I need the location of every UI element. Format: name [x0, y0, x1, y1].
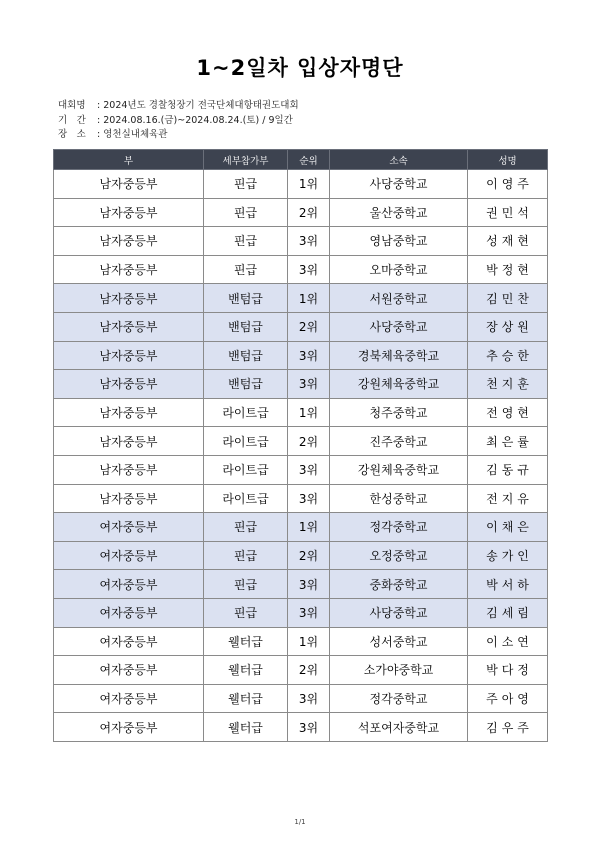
- table-row: [54, 684, 548, 713]
- cell-name: 박다정: [468, 656, 548, 685]
- cell-rank: 2위: [288, 656, 330, 685]
- table-row: [54, 227, 548, 256]
- cell-team: 청주중학교: [330, 398, 468, 427]
- table-row: [54, 198, 548, 227]
- cell-name: 전영현: [468, 398, 548, 427]
- cell-weight-class: 라이트급: [204, 455, 288, 484]
- table-row: [54, 312, 548, 341]
- cell-rank: 2위: [288, 541, 330, 570]
- cell-rank: 1위: [288, 284, 330, 313]
- cell-team: 중화중학교: [330, 570, 468, 599]
- header-name: 성명: [468, 150, 548, 170]
- cell-name: 권민석: [468, 198, 548, 227]
- cell-team: 사당중학교: [330, 170, 468, 199]
- cell-rank: 3위: [288, 684, 330, 713]
- cell-weight-class: 라이트급: [204, 484, 288, 513]
- cell-division: 여자중등부: [54, 656, 204, 685]
- cell-division: 남자중등부: [54, 398, 204, 427]
- cell-team: 서원중학교: [330, 284, 468, 313]
- cell-weight-class: 핀급: [204, 255, 288, 284]
- cell-rank: 2위: [288, 312, 330, 341]
- cell-team: 강원체육중학교: [330, 455, 468, 484]
- cell-rank: 3위: [288, 455, 330, 484]
- table-row: [54, 513, 548, 542]
- cell-weight-class: 핀급: [204, 227, 288, 256]
- cell-team: 정각중학교: [330, 513, 468, 542]
- cell-division: 여자중등부: [54, 713, 204, 742]
- cell-rank: 3위: [288, 370, 330, 399]
- header-team: 소속: [330, 150, 468, 170]
- table-row: [54, 341, 548, 370]
- event-info-name: 대회명 : 2024년도 경찰청장기 전국단체대항태권도대회: [58, 100, 299, 111]
- cell-division: 남자중등부: [54, 227, 204, 256]
- header-division: 부: [54, 150, 204, 170]
- table-row: [54, 598, 548, 627]
- cell-name: 이영주: [468, 170, 548, 199]
- cell-rank: 3위: [288, 484, 330, 513]
- cell-name: 주아영: [468, 684, 548, 713]
- cell-team: 한성중학교: [330, 484, 468, 513]
- cell-weight-class: 핀급: [204, 198, 288, 227]
- cell-team: 오마중학교: [330, 255, 468, 284]
- cell-division: 여자중등부: [54, 570, 204, 599]
- cell-team: 경북체육중학교: [330, 341, 468, 370]
- cell-name: 최은률: [468, 427, 548, 456]
- cell-rank: 2위: [288, 198, 330, 227]
- event-info: [58, 99, 299, 143]
- header-weight-class: 세부참가부: [204, 150, 288, 170]
- cell-weight-class: 밴텀급: [204, 341, 288, 370]
- cell-name: 송가인: [468, 541, 548, 570]
- table-row: [54, 427, 548, 456]
- cell-weight-class: 웰터급: [204, 627, 288, 656]
- cell-weight-class: 밴텀급: [204, 370, 288, 399]
- table-row: [54, 541, 548, 570]
- cell-name: 김우주: [468, 713, 548, 742]
- cell-rank: 3위: [288, 713, 330, 742]
- winners-table: [53, 149, 548, 742]
- table-row: [54, 656, 548, 685]
- cell-team: 오정중학교: [330, 541, 468, 570]
- cell-division: 남자중등부: [54, 370, 204, 399]
- cell-division: 남자중등부: [54, 484, 204, 513]
- cell-weight-class: 핀급: [204, 570, 288, 599]
- cell-division: 남자중등부: [54, 455, 204, 484]
- table-row: [54, 627, 548, 656]
- cell-weight-class: 밴텀급: [204, 284, 288, 313]
- table-row: [54, 713, 548, 742]
- table-body: [54, 170, 548, 742]
- cell-team: 울산중학교: [330, 198, 468, 227]
- table-row: [54, 398, 548, 427]
- cell-name: 전지유: [468, 484, 548, 513]
- cell-rank: 1위: [288, 513, 330, 542]
- table-row: [54, 255, 548, 284]
- cell-division: 여자중등부: [54, 684, 204, 713]
- cell-division: 여자중등부: [54, 598, 204, 627]
- cell-division: 여자중등부: [54, 513, 204, 542]
- cell-team: 소가야중학교: [330, 656, 468, 685]
- page-number: 1/1: [294, 818, 306, 826]
- cell-weight-class: 웰터급: [204, 656, 288, 685]
- cell-division: 남자중등부: [54, 284, 204, 313]
- cell-division: 남자중등부: [54, 341, 204, 370]
- cell-division: 남자중등부: [54, 198, 204, 227]
- cell-division: 남자중등부: [54, 427, 204, 456]
- event-info-venue: 장 소 : 영천실내체육관: [58, 129, 168, 140]
- event-info-period: 기 간 : 2024.08.16.(금)~2024.08.24.(토) / 9일간: [58, 114, 293, 126]
- cell-rank: 3위: [288, 341, 330, 370]
- table-row: [54, 170, 548, 199]
- cell-division: 여자중등부: [54, 541, 204, 570]
- table-row: [54, 484, 548, 513]
- cell-name: 성재현: [468, 227, 548, 256]
- cell-name: 김민찬: [468, 284, 548, 313]
- cell-division: 여자중등부: [54, 627, 204, 656]
- cell-rank: 1위: [288, 398, 330, 427]
- cell-team: 사당중학교: [330, 312, 468, 341]
- cell-name: 김세림: [468, 598, 548, 627]
- cell-rank: 3위: [288, 570, 330, 599]
- cell-name: 장상원: [468, 312, 548, 341]
- cell-name: 박서하: [468, 570, 548, 599]
- cell-division: 남자중등부: [54, 312, 204, 341]
- cell-team: 석포여자중학교: [330, 713, 468, 742]
- cell-weight-class: 핀급: [204, 170, 288, 199]
- cell-rank: 2위: [288, 427, 330, 456]
- page-title: 1~2일차 입상자명단: [196, 56, 404, 80]
- cell-weight-class: 라이트급: [204, 427, 288, 456]
- table-row: [54, 455, 548, 484]
- cell-name: 박정현: [468, 255, 548, 284]
- header-rank: 순위: [288, 150, 330, 170]
- cell-weight-class: 웰터급: [204, 713, 288, 742]
- cell-team: 강원체육중학교: [330, 370, 468, 399]
- table-header-row: [54, 150, 548, 170]
- cell-team: 진주중학교: [330, 427, 468, 456]
- cell-weight-class: 밴텀급: [204, 312, 288, 341]
- cell-team: 영남중학교: [330, 227, 468, 256]
- cell-name: 추승한: [468, 341, 548, 370]
- table-row: [54, 570, 548, 599]
- cell-division: 남자중등부: [54, 170, 204, 199]
- cell-name: 이채은: [468, 513, 548, 542]
- cell-rank: 3위: [288, 598, 330, 627]
- cell-division: 남자중등부: [54, 255, 204, 284]
- cell-name: 천지훈: [468, 370, 548, 399]
- cell-name: 김동규: [468, 455, 548, 484]
- cell-weight-class: 웰터급: [204, 684, 288, 713]
- cell-weight-class: 라이트급: [204, 398, 288, 427]
- cell-weight-class: 핀급: [204, 513, 288, 542]
- cell-team: 성서중학교: [330, 627, 468, 656]
- table-row: [54, 284, 548, 313]
- cell-team: 정각중학교: [330, 684, 468, 713]
- cell-rank: 1위: [288, 627, 330, 656]
- cell-rank: 3위: [288, 227, 330, 256]
- cell-rank: 1위: [288, 170, 330, 199]
- cell-rank: 3위: [288, 255, 330, 284]
- table-row: [54, 370, 548, 399]
- cell-weight-class: 핀급: [204, 598, 288, 627]
- cell-team: 사당중학교: [330, 598, 468, 627]
- cell-name: 이소연: [468, 627, 548, 656]
- cell-weight-class: 핀급: [204, 541, 288, 570]
